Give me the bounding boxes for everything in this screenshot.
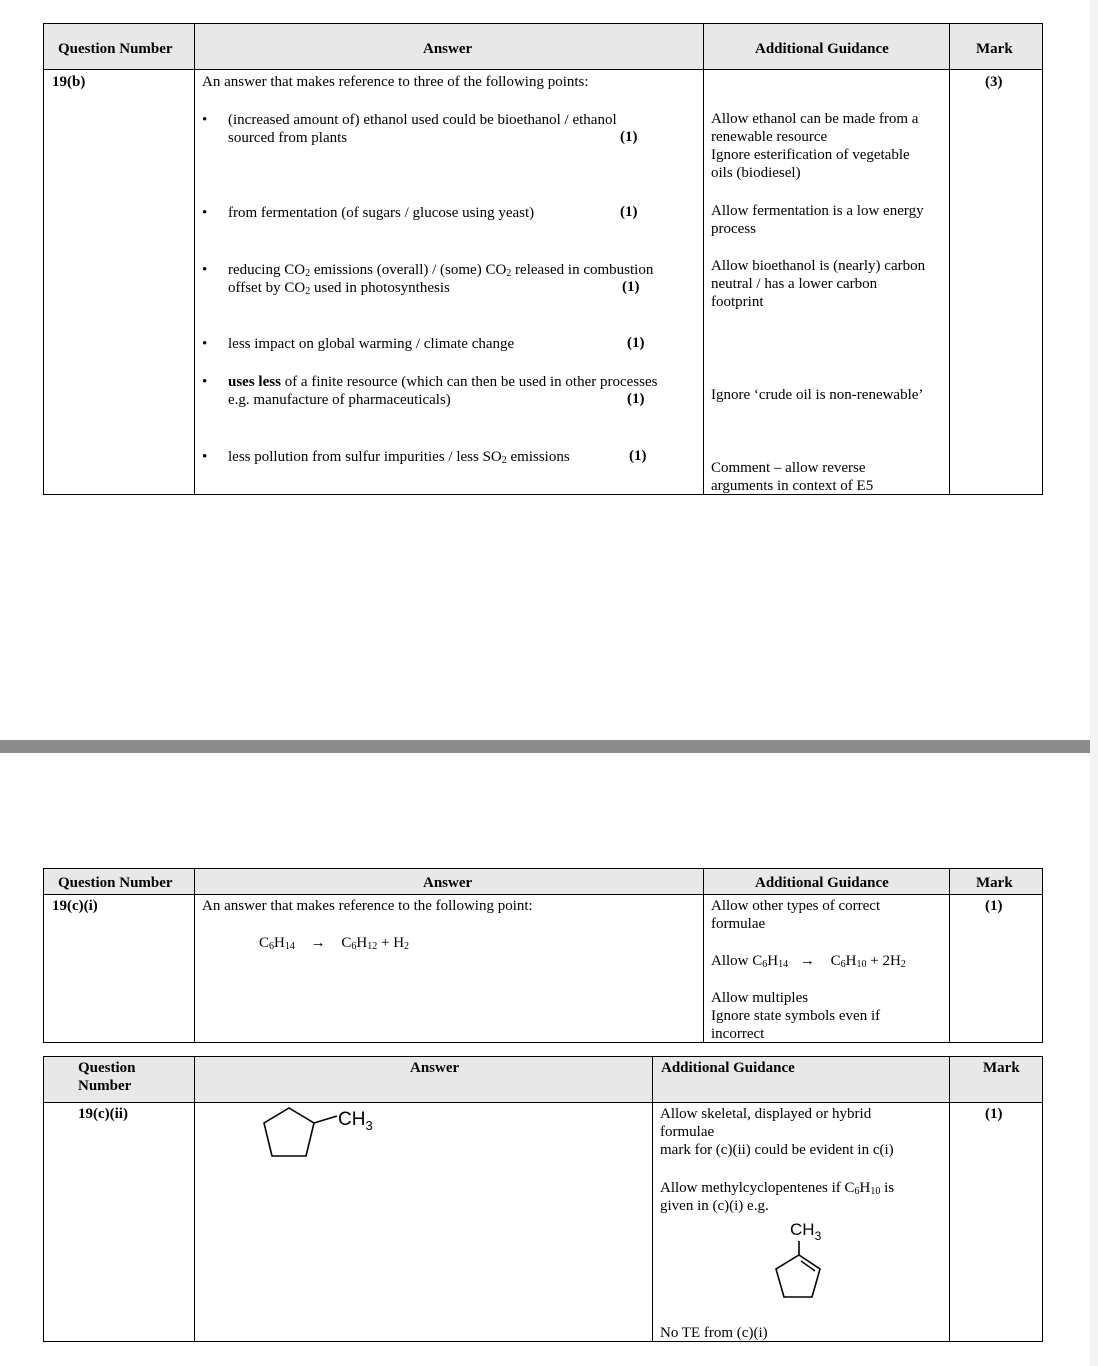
header-additional-guidance: Additional Guidance <box>661 1060 795 1076</box>
answer-point-3-line-1: reducing $CO_2$ emissions (overall) / (some) $CO_2$ released in combustion <box>228 262 654 279</box>
page-divider <box>0 740 1098 753</box>
header-question-number-line-1: Question <box>78 1060 136 1076</box>
answer-point-3-line-2: offset by $CO_2$ used in photosynthesis <box>228 280 450 297</box>
answer-point-1-line-1: (increased amount of) ethanol used could be bioethanol / ethanol <box>228 112 617 128</box>
header-question-number: Question Number <box>58 875 173 891</box>
bullet-icon: • <box>202 205 208 221</box>
mark-value: (3) <box>985 74 1003 90</box>
guidance-3-line-1: Allow multiples <box>711 990 809 1006</box>
answer-intro: An answer that makes reference to three of the following points: <box>202 74 589 90</box>
guidance-1-line-1: Allow other types of correct <box>711 898 881 914</box>
guidance-1-line-2: formulae <box>660 1124 715 1140</box>
guidance-1-line-2: formulae <box>711 916 766 932</box>
answer-point-5-mark: (1) <box>627 391 645 407</box>
answer-point-5-line-2: e.g. manufacture of pharmaceuticals) <box>228 392 451 408</box>
guidance-3-line-3: incorrect <box>711 1026 765 1042</box>
header-answer: Answer <box>423 41 473 57</box>
mark-scheme-table-19b <box>43 23 1043 495</box>
answer-point-6: less pollution from sulfur impurities / less $SO_2$ emissions <box>228 449 570 466</box>
answer-intro: An answer that makes reference to the following point: <box>202 898 533 914</box>
methylcyclopentane-structure <box>254 1105 394 1170</box>
guidance-alternative-equation: Allow $C_6H_{14} \to C_6H_{10} + 2H_2$ <box>711 953 906 970</box>
answer-point-1-line-2: sourced from plants <box>228 130 348 146</box>
guidance-2-line-1: Allow methylcyclopentenes if $C_6H_{10}$ is <box>660 1180 895 1197</box>
mark-value: (1) <box>985 898 1003 914</box>
bullet-icon: • <box>202 336 208 352</box>
header-answer: Answer <box>423 875 473 891</box>
answer-point-5-line-1: uses less of a finite resource (which can then be used in other processes <box>228 374 658 390</box>
guidance-1-line-3: mark for (c)(ii) could be evident in c(i) <box>660 1142 894 1158</box>
guidance-3-line-2: Ignore state symbols even if <box>711 1008 881 1024</box>
answer-point-6-mark: (1) <box>629 448 647 464</box>
guidance-2-line-2: given in (c)(i) e.g. <box>660 1198 769 1214</box>
scroll-edge <box>1090 0 1098 1366</box>
header-mark: Mark <box>976 875 1013 891</box>
mark-scheme-table-19ci <box>43 868 1043 1043</box>
guidance-1-line-4: oils (biodiesel) <box>711 165 801 181</box>
bullet-icon: • <box>202 112 208 128</box>
guidance-5-line-2: arguments in context of E5 <box>711 478 874 494</box>
guidance-3-line-2: neutral / has a lower carbon <box>711 276 878 292</box>
header-additional-guidance: Additional Guidance <box>755 875 889 891</box>
answer-point-1-mark: (1) <box>620 129 638 145</box>
bullet-icon: • <box>202 262 208 278</box>
question-number: 19(b) <box>52 74 86 90</box>
guidance-1-line-1: Allow skeletal, displayed or hybrid <box>660 1106 872 1122</box>
guidance-1-line-2: renewable resource <box>711 129 828 145</box>
header-mark: Mark <box>976 41 1013 57</box>
header-mark: Mark <box>983 1060 1020 1076</box>
methylcyclopentene-structure <box>764 1215 834 1300</box>
guidance-5-line-1: Comment – allow reverse <box>711 460 866 476</box>
header-answer: Answer <box>410 1060 460 1076</box>
answer-point-3-mark: (1) <box>622 279 640 295</box>
guidance-2-line-1: Allow fermentation is a low energy <box>711 203 924 219</box>
structure-label-ch3: $CH_3$ <box>338 1109 373 1133</box>
mark-value: (1) <box>985 1106 1003 1122</box>
svg-text:CH3: $CH_3$ <box>790 1220 822 1243</box>
answer-equation: $C_6H_{14} \to C_6H_{12} + H_2$ <box>259 935 410 952</box>
guidance-2-line-2: process <box>711 221 756 237</box>
answer-point-4-mark: (1) <box>627 335 645 351</box>
bullet-icon: • <box>202 449 208 465</box>
header-question-number-line-2: Number <box>78 1078 132 1094</box>
question-number: 19(c)(ii) <box>78 1106 128 1122</box>
guidance-3-line-3: footprint <box>711 294 764 310</box>
question-number: 19(c)(i) <box>52 898 98 914</box>
answer-point-2: from fermentation (of sugars / glucose using yeast) <box>228 205 535 221</box>
answer-point-4: less impact on global warming / climate change <box>228 336 515 352</box>
guidance-4: Ignore ‘crude oil is non-renewable’ <box>711 387 924 403</box>
guidance-1-line-3: Ignore esterification of vegetable <box>711 147 910 163</box>
bullet-icon: • <box>202 374 208 390</box>
guidance-3: No TE from (c)(i) <box>660 1325 768 1341</box>
header-question-number: Question Number <box>58 41 173 57</box>
answer-point-2-mark: (1) <box>620 204 638 220</box>
guidance-3-line-1: Allow bioethanol is (nearly) carbon <box>711 258 926 274</box>
header-additional-guidance: Additional Guidance <box>755 41 889 57</box>
mark-scheme-table-19cii <box>43 1056 1043 1342</box>
guidance-1-line-1: Allow ethanol can be made from a <box>711 111 919 127</box>
